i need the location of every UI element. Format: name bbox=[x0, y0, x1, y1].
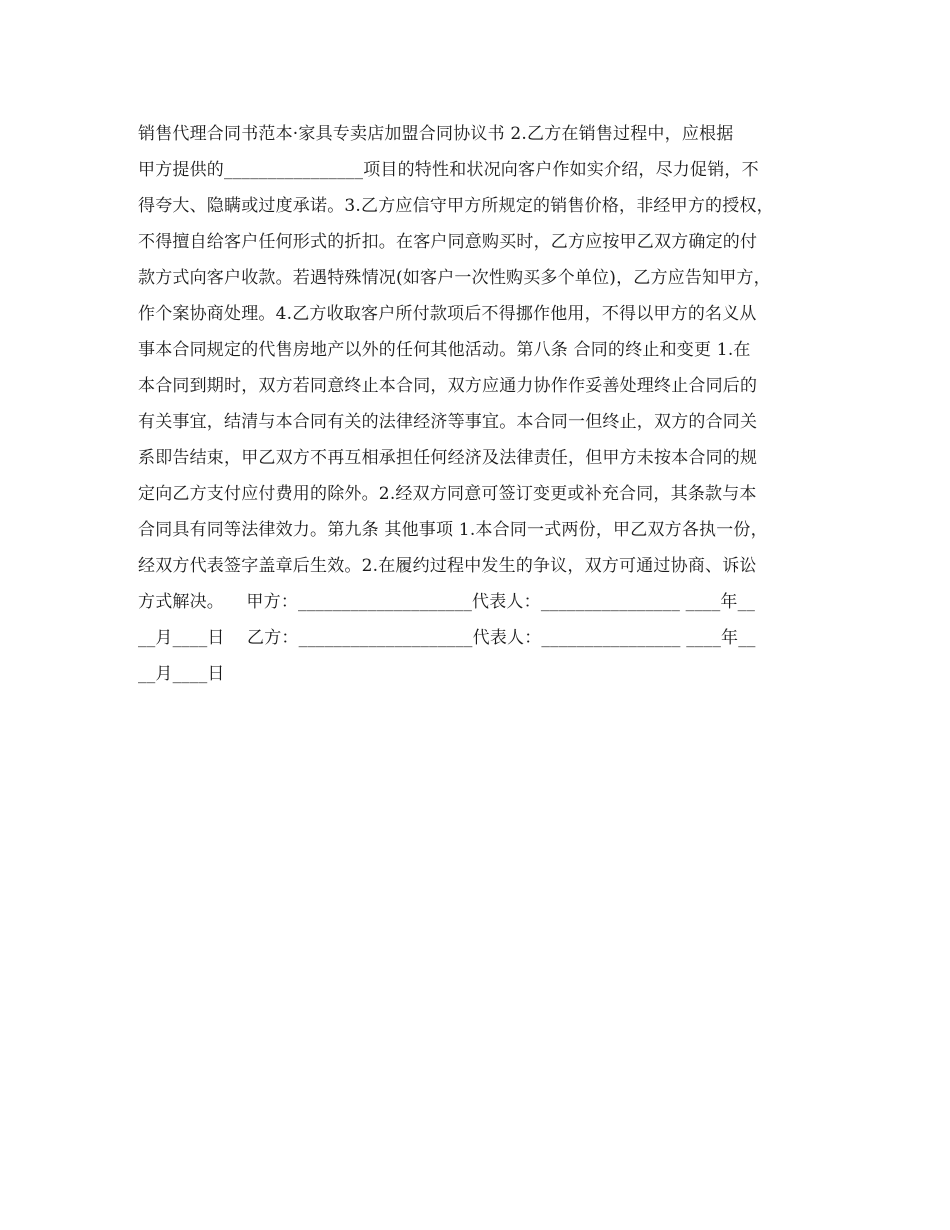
text-line-6: 作个案协商处理。4.乙方收取客户所付款项后不得挪作他用，不得以甲方的名义从 bbox=[138, 304, 757, 324]
text-line-1: 销售代理合同书范本·家具专卖店加盟合同协议书 2.乙方在销售过程中，应根据 bbox=[138, 124, 734, 144]
text-line-8: 本合同到期时，双方若同意终止本合同，双方应通力协作作妥善处理终止合同后的 bbox=[138, 376, 758, 396]
text-line-13: 经双方代表签字盖章后生效。2.在履约过程中发生的争议，双方可通过协商、诉讼 bbox=[138, 556, 757, 576]
text-line-2: 甲方提供的________________项目的特性和状况向客户作如实介绍，尽力促销，不 bbox=[138, 160, 759, 180]
text-line-12: 合同具有同等法律效力。第九条 其他事项 1.本合同一式两份，甲乙双方各执一份， bbox=[138, 520, 768, 540]
signature-line-party-b: __月____日 乙方：____________________代表人：________________ ____年__ bbox=[138, 628, 756, 648]
contract-body-text bbox=[138, 116, 818, 692]
signature-date-line: __月____日 bbox=[138, 664, 225, 684]
text-line-3: 得夸大、隐瞒或过度承诺。3.乙方应信守甲方所规定的销售价格，非经甲方的授权， bbox=[138, 196, 774, 216]
text-line-10: 系即告结束，甲乙双方不再互相承担任何经济及法律责任，但甲方未按本合同的规 bbox=[138, 448, 758, 468]
text-line-11: 定向乙方支付应付费用的除外。2.经双方同意可签订变更或补充合同，其条款与本 bbox=[138, 484, 757, 504]
text-line-5: 款方式向客户收款。若遇特殊情况(如客户一次性购买多个单位)，乙方应告知甲方， bbox=[138, 268, 771, 288]
text-line-4: 不得擅自给客户任何形式的折扣。在客户同意购买时，乙方应按甲乙双方确定的付 bbox=[138, 232, 758, 252]
text-line-7: 事本合同规定的代售房地产以外的任何其他活动。第八条 合同的终止和变更 1.在 bbox=[138, 340, 751, 360]
signature-line-party-a: 方式解决。 甲方：____________________代表人：________________ ____年__ bbox=[138, 592, 756, 612]
text-line-9: 有关事宜，结清与本合同有关的法律经济等事宜。本合同一但终止，双方的合同关 bbox=[138, 412, 758, 432]
